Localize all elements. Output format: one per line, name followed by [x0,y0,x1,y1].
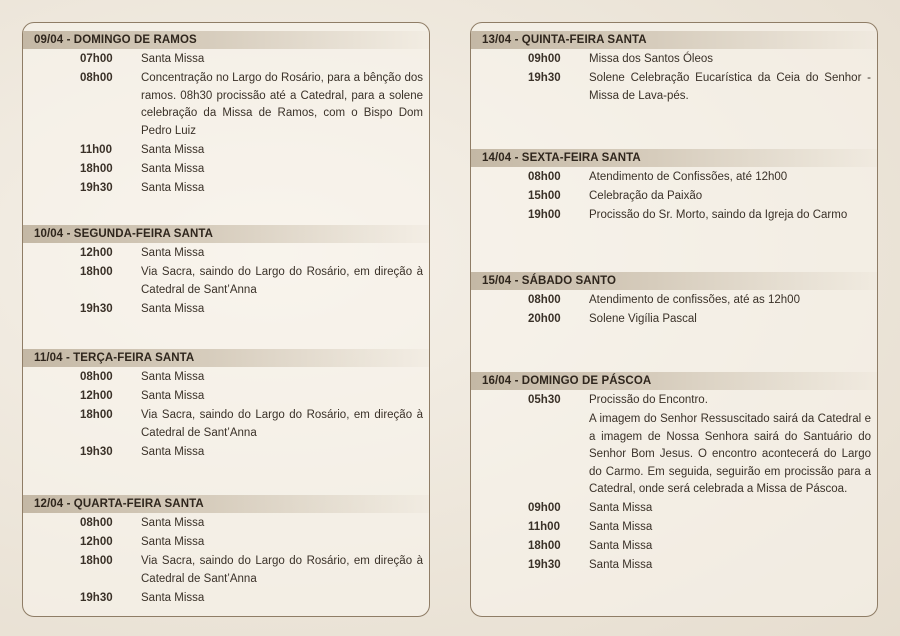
entry-list [471,167,877,225]
entry-description: Santa Missa [141,302,205,315]
schedule-entry [23,301,429,319]
day-section [471,31,877,107]
schedule-entry [23,142,429,160]
day-header: 09/04 - DOMINGO DE RAMOS [23,31,429,49]
entry-time: 09h00 [528,53,561,65]
entry-description: Santa Missa [589,540,653,552]
entry-list [23,243,429,318]
entry-time: 19h30 [80,591,113,604]
entry-time: 08h00 [528,171,561,183]
entry-time: 12h00 [80,247,113,259]
entry-description: Santa Missa [141,181,205,194]
entry-description: Santa Missa [141,536,205,548]
entry-description: Santa Missa [589,521,653,533]
entry-description: Santa Missa [141,143,205,156]
day-header: 10/04 - SEGUNDA-FEIRA SANTA [23,225,429,243]
schedule-entry [23,180,429,198]
entry-time: 18h00 [80,409,113,421]
entry-time: 12h00 [80,390,113,402]
entry-time: 05h30 [528,394,561,406]
entry-time: 11h00 [528,521,560,533]
schedule-entry [23,388,429,406]
schedule-entry [23,264,429,299]
entry-description: Santa Missa [141,390,205,402]
schedule-entry [23,245,429,263]
entry-time: 08h00 [80,517,113,529]
entry-description: Celebração da Paixão [589,190,703,202]
entry-description: Atendimento de confissões, até as 12h00 [589,294,800,306]
entry-time: 18h00 [80,162,113,175]
entry-time: 19h00 [528,209,561,221]
schedule-entry [23,553,429,588]
schedule-entry [471,519,877,537]
entry-list [23,49,429,197]
entry-time: 19h30 [528,72,561,84]
entry-time: 18h00 [528,540,561,552]
schedule-entry [23,444,429,462]
entry-description: Santa Missa [141,53,205,65]
day-header: 15/04 - SÁBADO SANTO [471,272,877,290]
entry-time: 18h00 [80,266,113,278]
day-header: 13/04 - QUINTA-FEIRA SANTA [471,31,877,49]
entry-list [23,513,429,607]
entry-list [471,390,877,575]
schedule-entry [471,51,877,69]
entry-time: 08h00 [528,294,561,306]
entry-list [471,49,877,105]
schedule-entry [23,161,429,179]
entry-description: A imagem do Senhor Ressuscitado sairá da Catedral e a imagem de Nossa Senhora sairá do Santuário do Senhor Bom Jesus. O encontro acontecerá do Largo do Carmo. Em seguida, seguirão em procissão para a Catedral, onde será celebrada a Missa de Páscoa. [589,413,871,495]
schedule-entry [471,169,877,187]
schedule-entry [471,188,877,206]
entry-description: Santa Missa [141,445,205,458]
entry-description: Santa Missa [141,247,205,259]
day-header: 16/04 - DOMINGO DE PÁSCOA [471,372,877,390]
schedule-entry [471,70,877,105]
entry-description: Procissão do Sr. Morto, saindo da Igreja do Carmo [589,209,848,221]
schedule-entry [471,207,877,225]
entry-time: 20h00 [528,313,561,325]
schedule-entry-continuation [471,411,877,499]
entry-description: Santa Missa [589,559,653,571]
entry-time: 19h30 [80,302,113,315]
entry-time: 07h00 [80,53,113,65]
entry-description: Via Sacra, saindo do Largo do Rosário, em direção à Catedral de Sant’Anna [141,266,423,296]
schedule-entry [471,311,877,329]
entry-time: 08h00 [80,72,113,84]
day-header: 11/04 - TERÇA-FEIRA SANTA [23,349,429,367]
day-header: 14/04 - SEXTA-FEIRA SANTA [471,149,877,167]
entry-description: Santa Missa [141,591,205,604]
entry-time: 18h00 [80,555,113,567]
entry-list [471,290,877,329]
entry-time: 19h30 [80,181,113,194]
day-section [23,225,429,320]
schedule-entry [471,538,877,556]
entry-description: Via Sacra, saindo do Largo do Rosário, em direção à Catedral de Sant’Anna [141,555,423,585]
entry-time: 08h00 [80,371,113,383]
entry-description: Solene Celebração Eucarística da Ceia do Senhor - Missa de Lava-pés. [589,72,871,102]
schedule-entry [23,369,429,387]
entry-description: Missa dos Santos Óleos [589,53,714,65]
day-section [471,272,877,330]
entry-time: 19h30 [80,445,113,458]
schedule-entry [23,590,429,608]
entry-time: 11h00 [80,143,112,156]
entry-description: Solene Vigília Pascal [589,313,697,325]
entry-list [23,367,429,461]
schedule-entry [471,557,877,575]
entry-time: 15h00 [528,190,561,202]
schedule-entry [471,500,877,518]
day-section [23,349,429,463]
entry-description: Santa Missa [141,162,205,175]
schedule-entry [471,392,877,410]
entry-description: Santa Missa [589,502,653,514]
entry-description: Procissão do Encontro. [589,394,708,406]
entry-description: Atendimento de Confissões, até 12h00 [589,171,788,183]
entry-description: Santa Missa [141,517,205,529]
entry-time: 19h30 [528,559,561,571]
entry-description: Via Sacra, saindo do Largo do Rosário, em direção à Catedral de Sant’Anna [141,409,423,439]
entry-description: Concentração no Largo do Rosário, para a bênção dos ramos. 08h30 procissão até a Catedral, para a solene celebração da Missa de Ramos, com o Bispo Dom Pedro Luiz [141,72,423,137]
entry-description: Santa Missa [141,371,205,383]
schedule-entry [23,51,429,69]
day-section [23,31,429,199]
entry-time: 09h00 [528,502,561,514]
schedule-entry [23,515,429,533]
day-section [23,495,429,609]
schedule-entry [23,534,429,552]
schedule-entry [471,292,877,310]
schedule-entry [23,407,429,442]
day-header: 12/04 - QUARTA-FEIRA SANTA [23,495,429,513]
day-section [471,372,877,576]
entry-time: 12h00 [80,536,113,548]
schedule-entry [23,70,429,140]
schedule-panel-left [22,22,430,617]
schedule-panel-right [470,22,878,617]
day-section [471,149,877,226]
